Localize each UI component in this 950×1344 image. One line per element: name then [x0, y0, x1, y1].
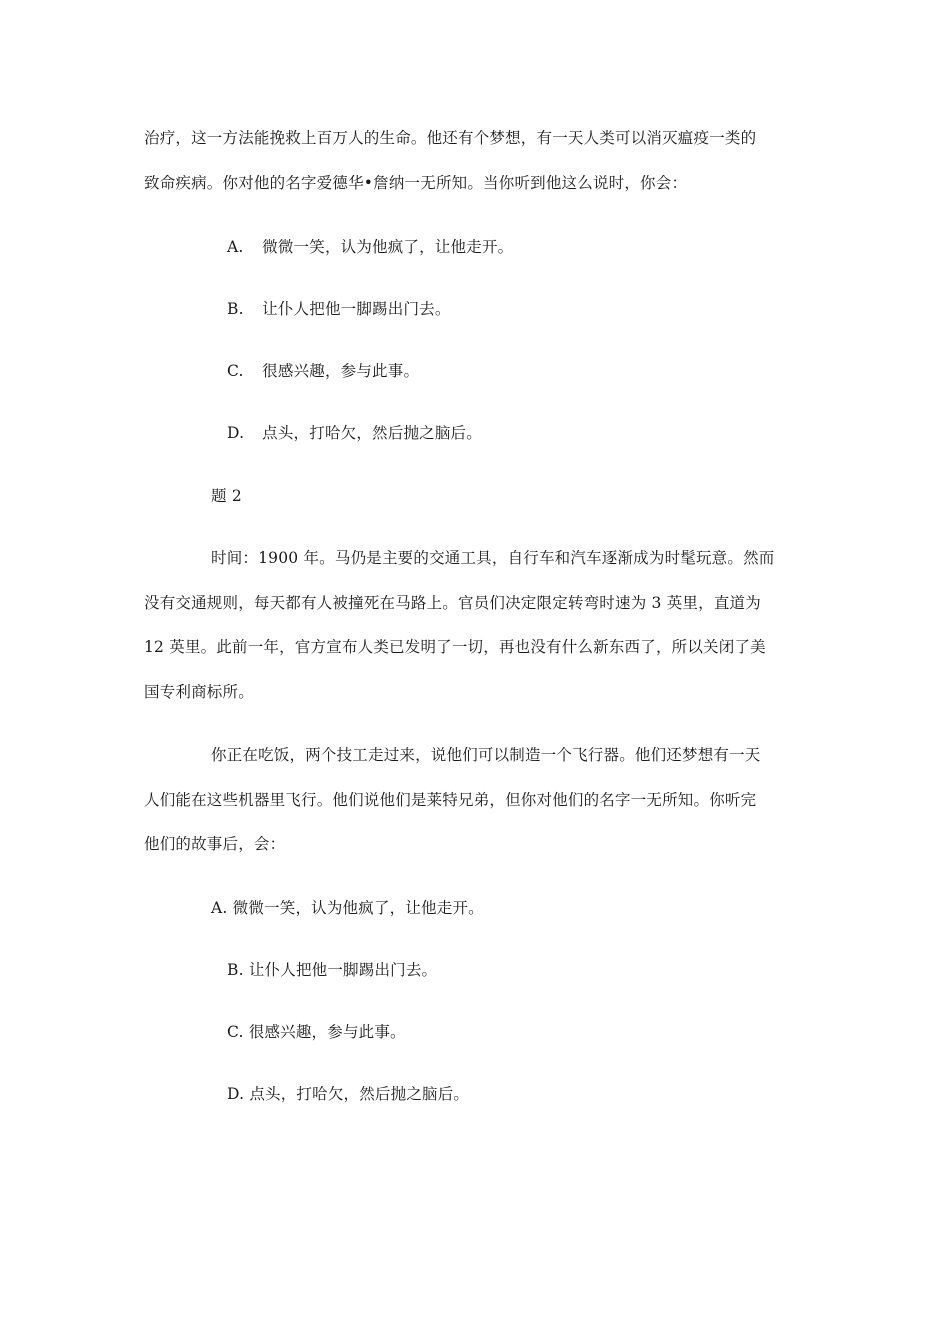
q2-paragraph1-line-2: 没有交通规则，每天都有人被撞死在马路上。官员们决定限定转弯时速为 3 英里，直道为: [144, 594, 761, 612]
q2-paragraph1-line-3: 12 英里。此前一年，官方宣布人类已发明了一切，再也没有什么新东西了，所以关闭了美: [144, 638, 766, 656]
q2-heading: 题 2: [211, 487, 242, 505]
q1-option-c-text: 很感兴趣，参与此事。: [262, 362, 420, 380]
q1-option-b: [227, 298, 451, 320]
q2-paragraph2-line-2: 人们能在这些机器里飞行。他们说他们是莱特兄弟，但你对他们的名字一无所知。你听完: [144, 791, 757, 809]
q1-option-b-text: 让仆人把他一脚踢出门去。: [262, 300, 451, 318]
q1-paragraph-line-1: 治疗，这一方法能挽救上百万人的生命。他还有个梦想，有一天人类可以消灭瘟疫一类的: [144, 129, 757, 147]
q1-option-a-text: 微微一笑，认为他疯了，让他走开。: [262, 238, 514, 256]
q1-option-d-text: 点头，打哈欠，然后抛之脑后。: [262, 424, 482, 442]
q1-option-d-letter: D.: [227, 424, 245, 442]
q2-paragraph1-line-4: 国专利商标所。: [144, 683, 254, 701]
q1-option-d: [227, 422, 482, 444]
q1-option-a: [227, 236, 513, 258]
q2-option-d: D. 点头，打哈欠，然后抛之脑后。: [227, 1085, 470, 1103]
q2-option-a: A. 微微一笑，认为他疯了，让他走开。: [211, 899, 484, 917]
q1-option-a-letter: A.: [227, 238, 244, 256]
q1-option-c: [227, 360, 419, 382]
q2-option-b: B. 让仆人把他一脚踢出门去。: [227, 961, 438, 979]
q2-option-c: C. 很感兴趣，参与此事。: [227, 1023, 406, 1041]
q1-option-b-letter: B.: [227, 300, 244, 318]
q1-option-c-letter: C.: [227, 362, 244, 380]
q2-paragraph2-line-3: 他们的故事后，会：: [144, 835, 286, 853]
q2-paragraph2-line-1: 你正在吃饭，两个技工走过来，说他们可以制造一个飞行器。他们还梦想有一天: [211, 746, 761, 764]
q2-paragraph1-line-1: 时间：1900 年。马仍是主要的交通工具，自行车和汽车逐渐成为时髦玩意。然而: [211, 549, 775, 567]
q1-paragraph-line-2: 致命疾病。你对他的名字爱德华•詹纳一无所知。当你听到他这么说时，你会：: [144, 174, 688, 192]
